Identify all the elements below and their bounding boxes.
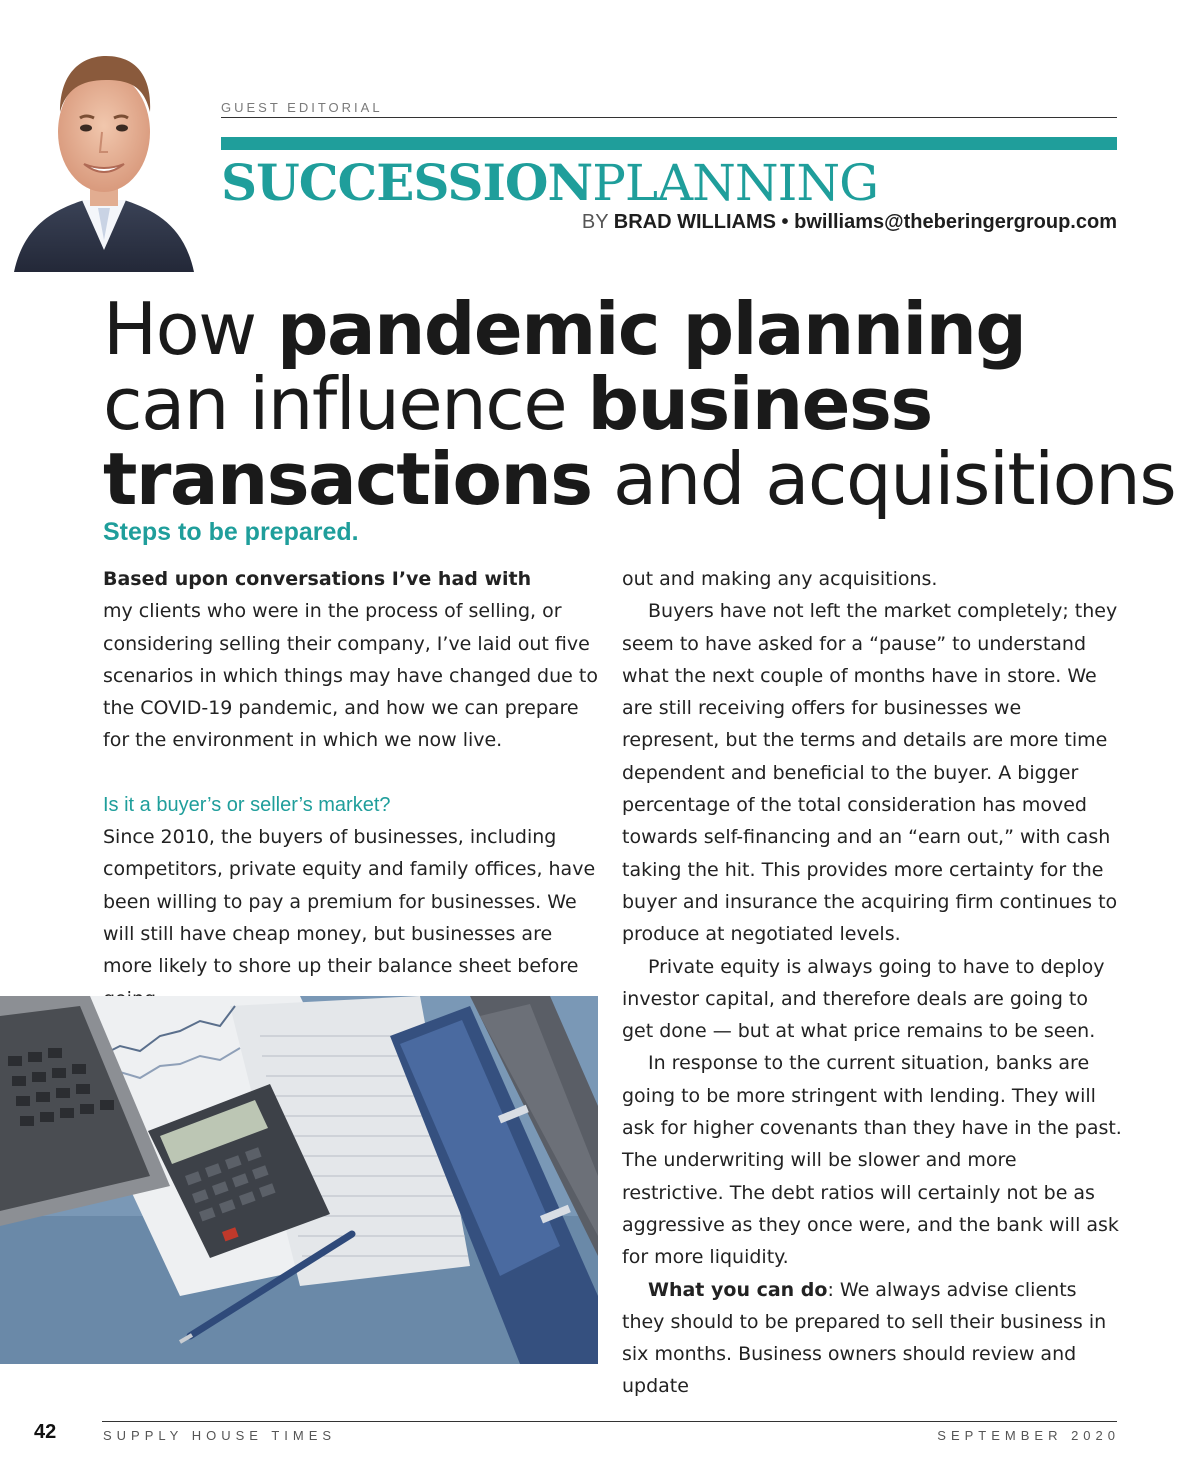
kicker-rule: [221, 117, 1117, 118]
column-title-bold: SUCCESSION: [221, 153, 593, 212]
headline-line-1: [103, 287, 1133, 371]
page-number: 42: [34, 1421, 57, 1443]
lead-paragraph: [103, 563, 603, 757]
body-column-right: [622, 563, 1122, 1403]
headline-text: and acquisitions: [591, 437, 1176, 521]
body-paragraph: In response to the current situation, banks are going to be more stringent with lending. They will ask for higher covenants than they have in the past. The underwriting will be slower and more restrictive. The debt ratios will certainly not be as aggressive as they once were, and the bank will ask for more liquidity.: [622, 1052, 1122, 1269]
body-text: : We always advise clients they should to be prepared to sell their business in six months. Business owners should review and update: [622, 1278, 1107, 1398]
headline-text: can influence: [103, 362, 588, 446]
headline-line-2: [103, 362, 1133, 446]
column-title-light: PLANNING: [592, 154, 879, 212]
byline-prefix: BY: [581, 211, 609, 233]
author-email-link[interactable]: bwilliams@theberingergroup.com: [794, 211, 1117, 233]
lead-text: my clients who were in the process of selling, or considering selling their company, I’ve laid out five scenarios in which things may have changed due to the COVID-19 pandemic, and how we can prepare for the environment in which we now live.: [103, 600, 598, 752]
lead-in: Based upon conversations I’ve had with: [103, 568, 532, 590]
column-title: [221, 152, 878, 214]
article-deck: Steps to be prepared.: [103, 518, 359, 546]
byline-separator: •: [781, 211, 789, 233]
headline-text: How: [103, 287, 277, 371]
headline-emphasis: transactions: [103, 437, 592, 521]
body-paragraph: [622, 1274, 1122, 1403]
body-paragraph: Private equity is always going to have to deploy investor capital, and therefore deals are going to get done — but at what price remains to be seen.: [622, 955, 1105, 1043]
headline-emphasis: pandemic planning: [276, 287, 1026, 371]
footer-rule: [102, 1421, 1117, 1422]
body-paragraph: Since 2010, the buyers of businesses, including competitors, private equity and family offices, have been willing to pay a premium for businesses. We will still have cheap money, but businesses are more likely to shore up their balance sheet before: [103, 826, 596, 978]
section-kicker: GUEST EDITORIAL: [221, 100, 383, 115]
author-name: BRAD WILLIAMS: [613, 211, 776, 233]
issue-date: SEPTEMBER 2020: [937, 1428, 1120, 1443]
headline-emphasis: business: [587, 362, 932, 446]
article-headline: [103, 287, 1176, 521]
subhead: Is it a buyer’s or seller’s market?: [103, 793, 391, 816]
headline-line-3: [103, 437, 1176, 521]
body-paragraph: Buyers have not left the market completely; they seem to have asked for a “pause” to understand what the next couple of months have in store. We are still receiving offers for businesses we represent, but the terms and details are more time dependent and beneficial to the buyer. A bigger percentage of the total consideration has moved towards self-financing and an “earn out,” with cash taking the hit. This provides more certainty for the buyer and insurance the acquiring firm continues to produce at negotiated levels.: [622, 600, 1118, 946]
author-portrait: [14, 40, 194, 272]
byline: [582, 209, 1117, 235]
run-in-head: What you can do: [648, 1278, 828, 1301]
desk-finance-photo: [0, 996, 598, 1364]
body-column-left: [103, 563, 603, 1015]
accent-bar: [221, 137, 1117, 150]
body-paragraph: out and making any acquisitions.: [622, 568, 938, 590]
publication-name: SUPPLY HOUSE TIMES: [103, 1428, 337, 1443]
